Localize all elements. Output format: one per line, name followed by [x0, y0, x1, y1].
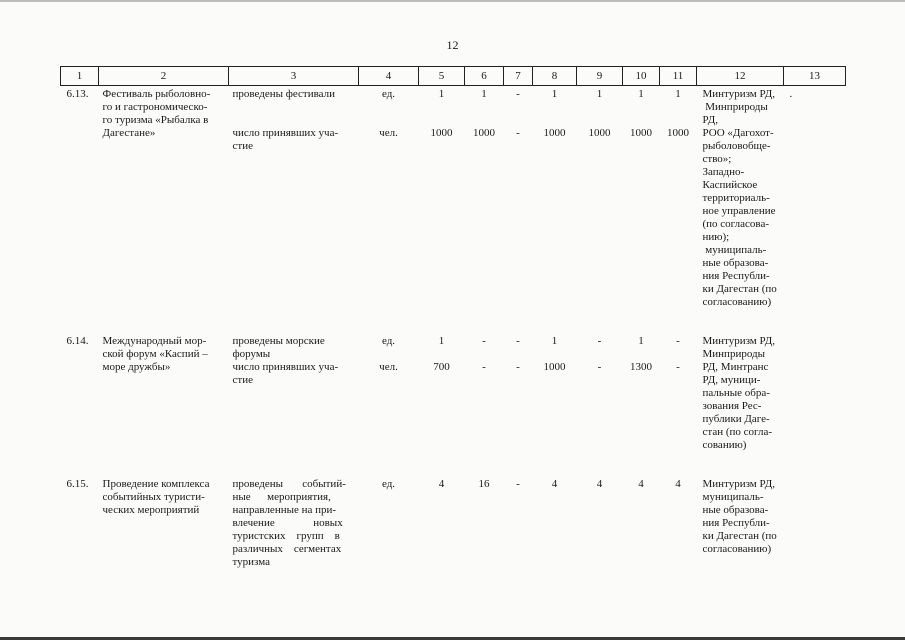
indicator-value: 1 — [481, 88, 487, 100]
indicator-value: - — [597, 335, 602, 347]
indicator-gap — [359, 101, 419, 127]
indicator-value: 1 — [638, 88, 644, 100]
indicator-gap — [419, 101, 465, 127]
text-line: муниципаль- — [702, 491, 764, 503]
text-line: го туризма «Рыбалка в — [102, 114, 209, 126]
scan-top-edge — [0, 0, 905, 2]
cell-value-col-7 — [504, 474, 533, 569]
cell-value-col-9 — [577, 331, 623, 452]
header-cell-7: 7 — [504, 67, 533, 86]
indicator-value: 16 — [478, 478, 490, 490]
cell-value-col-8 — [533, 474, 577, 569]
text-line: стие — [232, 140, 253, 152]
cell-responsible — [697, 474, 784, 569]
text-line: муниципаль- — [702, 244, 767, 256]
text-line: ные образова- — [702, 257, 769, 269]
cell-value-col-11 — [660, 474, 697, 569]
text-line: форумы — [232, 348, 271, 360]
text-line: (по согласова- — [702, 218, 769, 230]
indicator-value: 1300 — [630, 361, 652, 373]
blank-line — [465, 348, 504, 361]
text-line: РД, муници- — [702, 374, 761, 386]
indicator-value: 1 — [438, 335, 445, 347]
blank-line — [359, 348, 419, 361]
cell-value-col-7 — [504, 331, 533, 452]
text-line: Каспийское — [702, 179, 758, 191]
table-row — [61, 474, 846, 569]
plan-table — [60, 66, 846, 569]
text-line: Проведение комплекса — [102, 478, 210, 490]
unit-value: ед. — [381, 335, 396, 347]
text-line: проведены морские — [232, 335, 325, 347]
indicator-gap — [504, 101, 533, 127]
text-line: Минприроды — [702, 348, 765, 360]
cell-value-col-11 — [660, 86, 697, 310]
text-line: Минтуризм РД, — [702, 478, 776, 490]
text-line: ской форум «Каспий – — [102, 348, 208, 360]
text-line: проведены фестивали — [232, 88, 336, 100]
unit-value: ед. — [381, 478, 396, 490]
indicator-value: - — [516, 88, 520, 100]
text-line: согласованию) — [702, 296, 772, 308]
cell-event-name — [99, 331, 229, 452]
indicator-gap — [660, 101, 697, 127]
text-line: Минприроды — [702, 101, 768, 113]
text-line: пальные обра- — [702, 387, 770, 399]
header-cell-3: 3 — [229, 67, 359, 86]
indicator-value: 1 — [596, 88, 603, 100]
text-line: РОО «Дагохот- — [702, 127, 774, 139]
cell-responsible — [697, 331, 784, 452]
indicator-value: - — [597, 361, 602, 373]
cell-value-col-7 — [504, 86, 533, 310]
header-cell-2: 2 — [99, 67, 229, 86]
text-line: рыболовобщe- — [702, 140, 771, 152]
indicator-value: 1000 — [543, 361, 566, 373]
indicator-value: 1000 — [473, 127, 495, 139]
header-cell-6: 6 — [465, 67, 504, 86]
table-row — [61, 86, 846, 310]
indicator-value: 4 — [596, 478, 603, 490]
text-line: Минтуризм РД, — [702, 88, 776, 100]
indicator-value: - — [516, 361, 520, 373]
unit-value: ед. — [381, 88, 396, 100]
table-row — [61, 331, 846, 452]
cell-indicator — [229, 474, 359, 569]
blank-line — [533, 348, 577, 361]
text-line: Западно- — [702, 166, 745, 178]
indicator-value: 1000 — [543, 127, 566, 139]
page-number: 12 — [446, 38, 459, 52]
indicator-value: 700 — [433, 361, 450, 373]
cell-value-col-5 — [419, 474, 465, 569]
row-spacer — [61, 309, 846, 331]
indicator-value: 1000 — [667, 127, 689, 139]
text-line: стан (по согла- — [702, 426, 773, 438]
header-row — [61, 67, 846, 86]
text-line: Международный мор- — [102, 335, 207, 347]
cell-value-col-6 — [465, 474, 504, 569]
text-line: территориаль- — [702, 192, 770, 204]
indicator-value: 1 — [551, 335, 558, 347]
header-cell-11: 11 — [660, 67, 697, 86]
cell-value-col-8 — [533, 86, 577, 310]
blank-line — [419, 348, 465, 361]
cell-id: 6.15. — [66, 478, 89, 490]
text-line: сованию) — [702, 439, 747, 451]
text-line: РД, Минтранс — [702, 361, 769, 373]
cell-indicator — [229, 331, 359, 452]
cell-value-col-9 — [577, 86, 623, 310]
text-line: направленные на при- — [232, 504, 337, 516]
indicator-gap — [623, 101, 660, 127]
indicator-value: - — [482, 335, 486, 347]
cell-unit — [359, 86, 419, 310]
indicator-value: - — [516, 127, 520, 139]
text-line: нию); — [702, 231, 730, 243]
indicator-value: 1 — [638, 335, 644, 347]
header-cell-13: 13 — [784, 67, 846, 86]
indicator-gap — [465, 101, 504, 127]
cell-id: 6.13. — [66, 88, 89, 100]
text-line: Минтуризм РД, — [702, 335, 776, 347]
cell-value-col-5 — [419, 331, 465, 452]
indicator-value: - — [676, 335, 680, 347]
text-line: Фестиваль рыболовно- — [102, 88, 211, 100]
blank-line — [623, 348, 660, 361]
text-line: ные мероприятия, — [232, 491, 331, 503]
text-line: ния Республи- — [702, 270, 770, 282]
text-line: ния Республи- — [702, 517, 770, 529]
indicator-value: 1000 — [588, 127, 611, 139]
blank-line — [660, 348, 697, 361]
cell-value-col-10 — [623, 474, 660, 569]
indicator-value: 4 — [551, 478, 558, 490]
text-line: го и гастрономическо- — [102, 101, 208, 113]
text-line: ки Дагестан (по — [702, 530, 777, 542]
indicator-value: 1 — [675, 88, 681, 100]
indicator-value: 1000 — [430, 127, 453, 139]
blank-line — [504, 348, 533, 361]
text-line: Дагестане» — [102, 127, 156, 139]
cell-value-col-10 — [623, 331, 660, 452]
text-line: ки Дагестан (по — [702, 283, 777, 295]
header-cell-10: 10 — [623, 67, 660, 86]
cell-id: 6.14. — [66, 335, 89, 347]
indicator-value: 1 — [438, 88, 445, 100]
cell-event-name — [99, 86, 229, 310]
header-cell-5: 5 — [419, 67, 465, 86]
text-line: ное управление — [702, 205, 776, 217]
cell-value-col-10 — [623, 86, 660, 310]
cell-col13: . — [789, 88, 793, 100]
indicator-value: 1 — [551, 88, 558, 100]
cell-indicator — [229, 86, 359, 310]
indicator-gap — [577, 101, 623, 127]
text-line: ческих мероприятий — [102, 504, 200, 516]
blank-line — [577, 348, 623, 361]
indicator-value: - — [516, 335, 520, 347]
cell-col13 — [784, 331, 846, 452]
text-line: число принявших уча- — [232, 127, 339, 139]
text-line: туризма — [232, 556, 271, 568]
cell-responsible — [697, 86, 784, 310]
table-body — [61, 86, 846, 570]
unit-value: чел. — [379, 361, 398, 373]
cell-value-col-6 — [465, 331, 504, 452]
header-cell-9: 9 — [577, 67, 623, 86]
text-line: стие — [232, 374, 253, 386]
indicator-value: 1000 — [630, 127, 652, 139]
text-line: число принявших уча- — [232, 361, 339, 373]
text-line: ные образова- — [702, 504, 769, 516]
cell-value-col-11 — [660, 331, 697, 452]
indicator-value: - — [516, 478, 520, 490]
cell-value-col-6 — [465, 86, 504, 310]
header-cell-8: 8 — [533, 67, 577, 86]
text-line: РД, — [702, 114, 719, 126]
text-line: туристских групп в — [232, 530, 340, 542]
cell-value-col-8 — [533, 331, 577, 452]
cell-value-col-5 — [419, 86, 465, 310]
cell-event-name — [99, 474, 229, 569]
indicator-gap — [533, 101, 577, 127]
cell-unit — [359, 474, 419, 569]
header-cell-12: 12 — [697, 67, 784, 86]
text-line: море дружбы» — [102, 361, 171, 373]
unit-value: чел. — [379, 127, 398, 139]
text-line: зования Рес- — [702, 400, 762, 412]
text-line: проведены событий- — [232, 478, 346, 490]
indicator-value: - — [676, 361, 680, 373]
indicator-gap — [233, 101, 359, 127]
indicator-value: 4 — [438, 478, 445, 490]
text-line: ство»; — [702, 153, 732, 165]
row-spacer — [61, 452, 846, 474]
cell-value-col-9 — [577, 474, 623, 569]
text-line: согласованию) — [702, 543, 772, 555]
text-line: различных сегментах — [232, 543, 342, 555]
header-cell-1: 1 — [61, 67, 99, 86]
cell-col13 — [784, 474, 846, 569]
text-line: влечение новых — [232, 517, 343, 529]
text-line: публики Даге- — [702, 413, 770, 425]
text-line: событийных туристи- — [102, 491, 205, 503]
cell-unit — [359, 331, 419, 452]
indicator-value: 4 — [638, 478, 644, 490]
header-cell-4: 4 — [359, 67, 419, 86]
indicator-value: 4 — [675, 478, 681, 490]
indicator-value: - — [482, 361, 486, 373]
